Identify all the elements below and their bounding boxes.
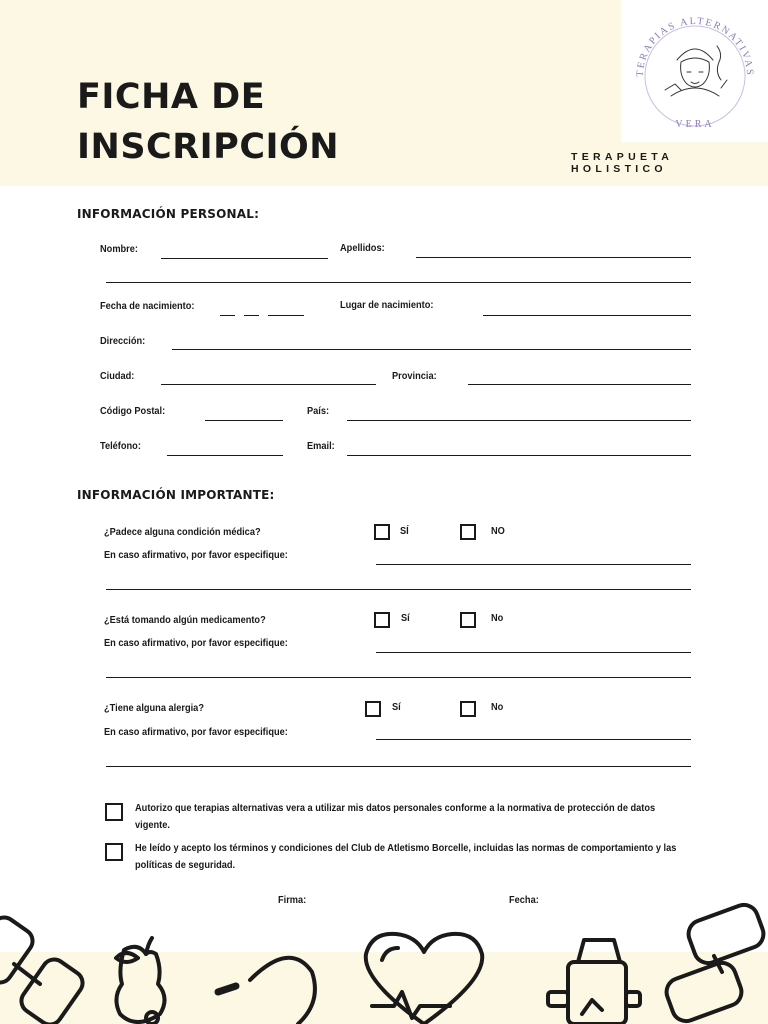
field-direccion[interactable] (172, 349, 691, 350)
label-provincia: Provincia: (392, 370, 437, 382)
label-email: Email: (307, 440, 335, 452)
footer-illustration (0, 900, 768, 1024)
logo-name: VERA (675, 119, 715, 130)
label-ciudad: Ciudad: (100, 370, 135, 382)
tagline: TERAPUETA HOLISTICO (571, 151, 673, 175)
heart-pulse-icon (366, 934, 482, 1024)
section-heading-important: INFORMACIÓN IMPORTANTE: (77, 488, 275, 502)
label-codigo-postal: Código Postal: (100, 405, 166, 417)
field-nombre[interactable] (161, 258, 328, 259)
field-provincia[interactable] (468, 384, 691, 385)
smartwatch-icon (548, 940, 640, 1024)
specify-label: En caso afirmativo, por favor especifique: (104, 637, 288, 649)
consent-data-text: Autorizo que terapias alternativas vera a utilizar mis datos personales conforme a la normativa de protección de datos vigente. (135, 802, 656, 831)
label-medical-no: NO (491, 525, 505, 537)
title-line-1: FICHA DE (77, 77, 266, 117)
pear-icon (116, 938, 165, 1024)
specify-label: En caso afirmativo, por favor especifique: (104, 726, 288, 738)
label-fecha: Fecha: (509, 894, 539, 906)
field-medical-specify[interactable] (376, 564, 691, 565)
dumbbell-icon (0, 913, 87, 1024)
label-allergy-no: No (491, 701, 504, 713)
field-ciudad[interactable] (161, 384, 376, 385)
label-medication-no: No (491, 612, 504, 624)
page-title (77, 72, 339, 172)
label-pais: País: (307, 405, 330, 417)
field-medication-specify-extra[interactable] (106, 677, 691, 678)
label-telefono: Teléfono: (100, 440, 141, 452)
field-medication-specify[interactable] (376, 652, 691, 653)
title-line-2: INSCRIPCIÓN (77, 127, 340, 167)
checkbox-medical-yes[interactable] (374, 524, 390, 540)
checkbox-allergy-no[interactable] (460, 701, 476, 717)
field-lugar-nacimiento[interactable] (483, 315, 691, 316)
field-allergy-specify[interactable] (376, 739, 691, 740)
field-codigo-postal[interactable] (205, 420, 283, 421)
field-medical-specify-extra[interactable] (106, 589, 691, 590)
label-medical-yes: SÍ (400, 525, 409, 537)
label-firma: Firma: (278, 894, 307, 906)
checkbox-medication-no[interactable] (460, 612, 476, 628)
svg-text:TERAPIAS ALTERNATIVAS (635, 16, 755, 77)
logo-emblem (621, 0, 768, 142)
label-fecha-nacimiento: Fecha de nacimiento: (100, 300, 195, 312)
field-pais[interactable] (347, 420, 691, 421)
field-allergy-specify-extra[interactable] (106, 766, 691, 767)
field-telefono[interactable] (167, 455, 283, 456)
field-extra-line[interactable] (106, 282, 691, 283)
field-birth-year[interactable] (268, 315, 304, 316)
question-allergy: ¿Tiene alguna alergia? (104, 702, 204, 714)
label-nombre: Nombre: (100, 243, 138, 255)
checkbox-medication-yes[interactable] (374, 612, 390, 628)
field-email[interactable] (347, 455, 691, 456)
label-medication-yes: Sí (401, 612, 410, 624)
field-birth-day[interactable] (220, 315, 235, 316)
section-heading-personal: INFORMACIÓN PERSONAL: (77, 207, 260, 221)
field-apellidos[interactable] (416, 257, 691, 258)
consent-terms-text: He leído y acepto los términos y condiciones del Club de Atletismo Borcelle, incluidas las normas de comportamiento y las políticas de seguridad. (135, 842, 677, 871)
checkbox-terms-consent[interactable] (105, 843, 123, 861)
label-lugar-nacimiento: Lugar de nacimiento: (340, 299, 434, 311)
checkbox-allergy-yes[interactable] (365, 701, 381, 717)
label-allergy-yes: Sí (392, 701, 401, 713)
label-apellidos: Apellidos: (340, 242, 385, 254)
field-birth-month[interactable] (244, 315, 259, 316)
label-direccion: Dirección: (100, 335, 146, 347)
jump-rope-icon (218, 958, 315, 1024)
checkbox-medical-no[interactable] (460, 524, 476, 540)
checkbox-data-consent[interactable] (105, 803, 123, 821)
specify-label: En caso afirmativo, por favor especifique: (104, 549, 288, 561)
dumbbell-icon (663, 901, 768, 1024)
logo (621, 0, 768, 142)
logo-arc-text: TERAPIAS ALTERNATIVAS (634, 15, 756, 78)
question-medication: ¿Está tomando algún medicamento? (104, 614, 266, 626)
question-medical-condition: ¿Padece alguna condición médica? (104, 526, 261, 538)
